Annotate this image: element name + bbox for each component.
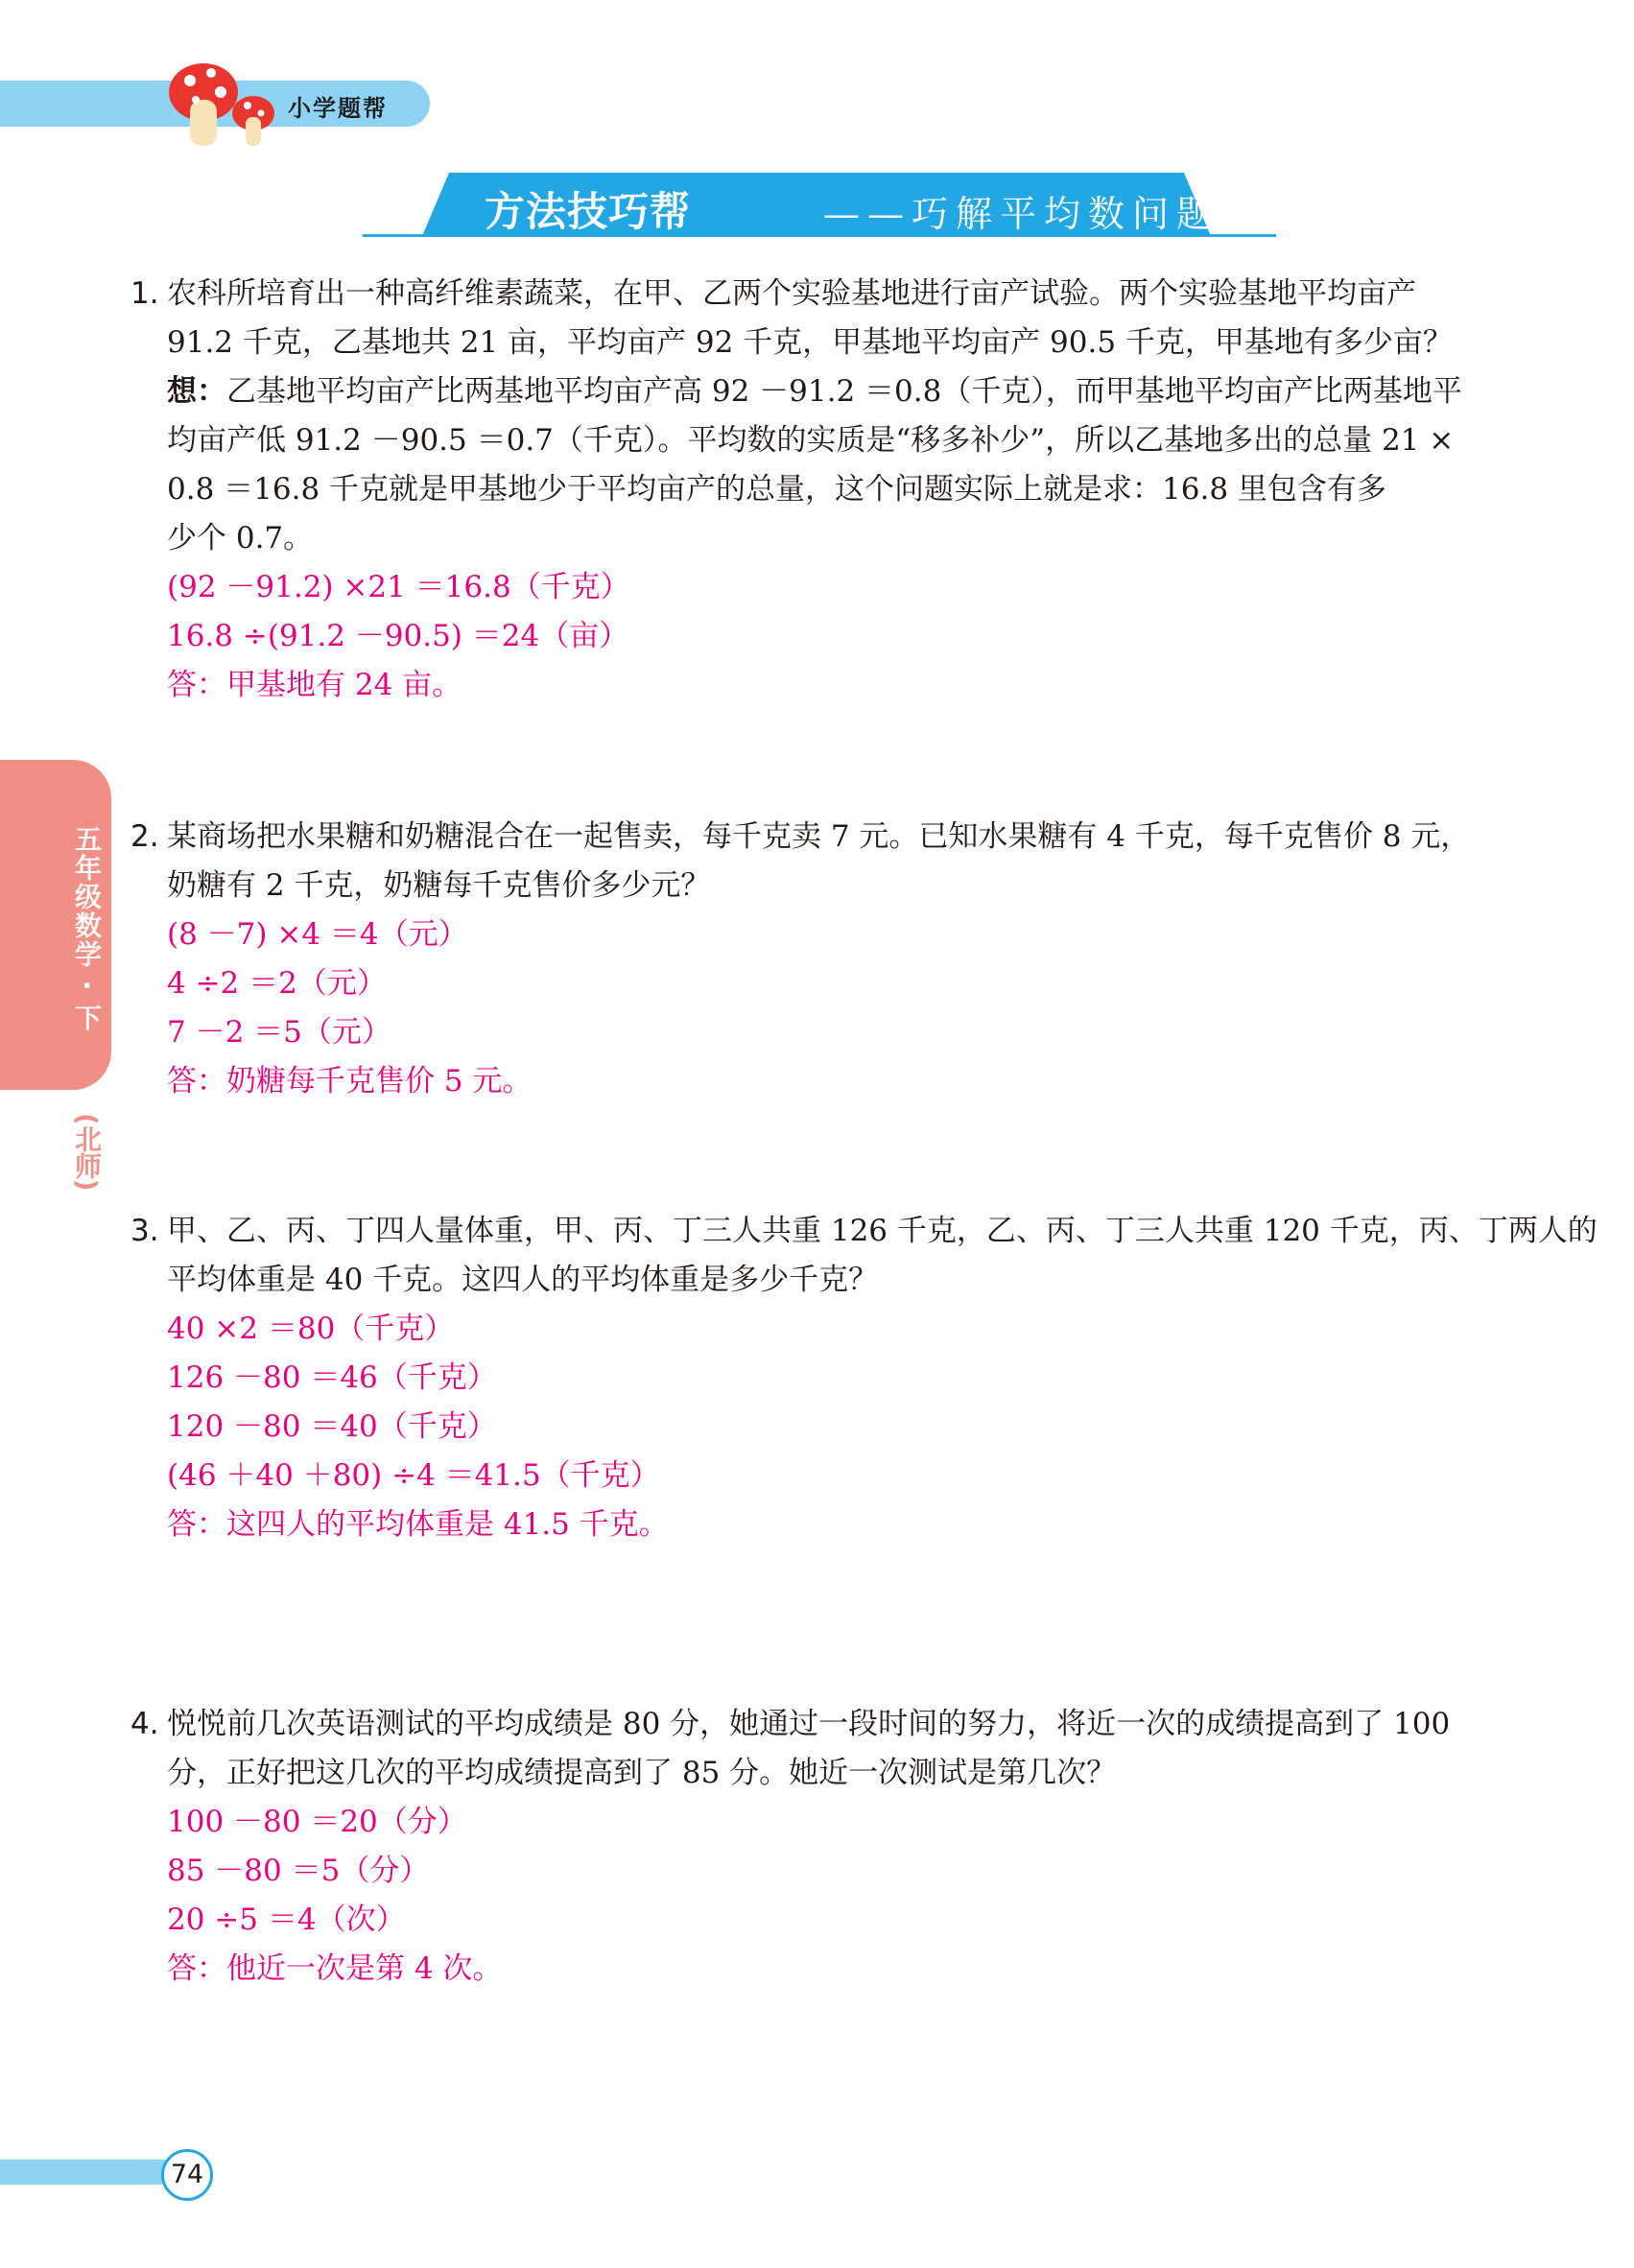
question-line: 奶糖有 2 千克，奶糖每千克售价多少元？ <box>167 868 711 903</box>
answer-line: 40 ×2 ＝80（千克） <box>167 1311 455 1346</box>
answer-conclusion: 答：甲基地有 24 亩。 <box>167 668 462 702</box>
question-line: 某商场把水果糖和奶糖混合在一起售卖，每千克卖 7 元。已知水果糖有 4 千克，每千克售价 8 元， <box>167 819 1471 854</box>
answer-line: (8 －7) ×4 ＝4（元） <box>167 917 468 952</box>
answer-line: 126 －80 ＝46（千克） <box>167 1360 497 1395</box>
answer-line: 16.8 ÷(91.2 －90.5) ＝24（亩） <box>167 619 629 653</box>
question-number: 1. <box>130 276 159 311</box>
answer-line: 120 －80 ＝40（千克） <box>167 1409 497 1444</box>
question-number: 2. <box>130 819 159 854</box>
title-main: 方法技巧帮 <box>485 188 692 235</box>
answer-conclusion: 答：奶糖每千克售价 5 元。 <box>167 1064 533 1099</box>
question-line: 平均体重是 40 千克。这四人的平均体重是多少千克？ <box>167 1263 879 1297</box>
question-line: 甲、乙、丙、丁四人量体重，甲、丙、丁三人共重 126 千克，乙、丙、丁三人共重 120 千克，丙、丁两人的 <box>167 1214 1598 1248</box>
question-1 <box>130 270 1512 710</box>
question-line: 悦悦前几次英语测试的平均成绩是 80 分，她通过一段时间的努力，将近一次的成绩提高到了 100 <box>167 1707 1451 1741</box>
answer-line: (46 ＋40 ＋80) ÷4 ＝41.5（千克） <box>167 1458 660 1493</box>
question-text <box>130 813 1512 862</box>
answer-line: 4 ÷2 ＝2（元） <box>167 966 387 1001</box>
answer-line: 100 －80 ＝20（分） <box>167 1805 467 1839</box>
answer-line: 7 －2 ＝5（元） <box>167 1015 391 1050</box>
page-number: 74 <box>161 2149 213 2201</box>
question-text <box>130 1700 1512 1749</box>
answer-line: 20 ÷5 ＝4（次） <box>167 1902 406 1937</box>
think-line: 0.8 ＝16.8 千克就是甲基地少于平均亩产的总量，这个问题实际上就是求：16.8 里包含有多 <box>167 472 1386 507</box>
think-label: 想： <box>167 374 226 409</box>
title-subtitle: ——巧解平均数问题 <box>823 193 1221 235</box>
question-number: 3. <box>130 1214 159 1248</box>
answer-line: (92 －91.2) ×21 ＝16.8（千克） <box>167 570 630 604</box>
question-number: 4. <box>130 1707 159 1741</box>
mushroom-icon <box>161 54 286 150</box>
question-text <box>130 1207 1598 1256</box>
question-text <box>130 270 1512 319</box>
question-line: 分，正好把这几次的平均成绩提高到了 85 分。她近一次测试是第几次？ <box>167 1756 1117 1790</box>
answer-conclusion: 答：这四人的平均体重是 41.5 千克。 <box>167 1507 669 1542</box>
side-tab-grade: 五年级数学 · 下 <box>71 825 103 1033</box>
think-text: 乙基地平均亩产比两基地平均亩产高 92 －91.2 ＝0.8（千克），而甲基地平均亩产比两基地平 <box>226 374 1462 409</box>
question-2 <box>130 813 1512 1106</box>
footer-bar <box>0 2160 182 2185</box>
question-4 <box>130 1700 1512 1994</box>
think-line <box>130 367 1512 416</box>
think-line: 均亩产低 91.2 －90.5 ＝0.7（千克）。平均数的实质是“移多补少”，所以乙基地多出的总量 21 × <box>167 423 1455 458</box>
side-tab-edition: (北师) <box>71 1113 103 1192</box>
question-line: 91.2 千克，乙基地共 21 亩，平均亩产 92 千克，甲基地平均亩产 90.5 千克，甲基地有多少亩？ <box>167 325 1453 360</box>
header-label: 小学题帮 <box>288 95 388 122</box>
think-line: 少个 0.7。 <box>167 521 314 555</box>
answer-conclusion: 答：他近一次是第 4 次。 <box>167 1951 503 1986</box>
answer-line: 85 －80 ＝5（分） <box>167 1854 430 1888</box>
question-3 <box>130 1207 1598 1549</box>
question-line: 农科所培育出一种高纤维素蔬菜，在甲、乙两个实验基地进行亩产试验。两个实验基地平均亩产 <box>167 276 1416 311</box>
